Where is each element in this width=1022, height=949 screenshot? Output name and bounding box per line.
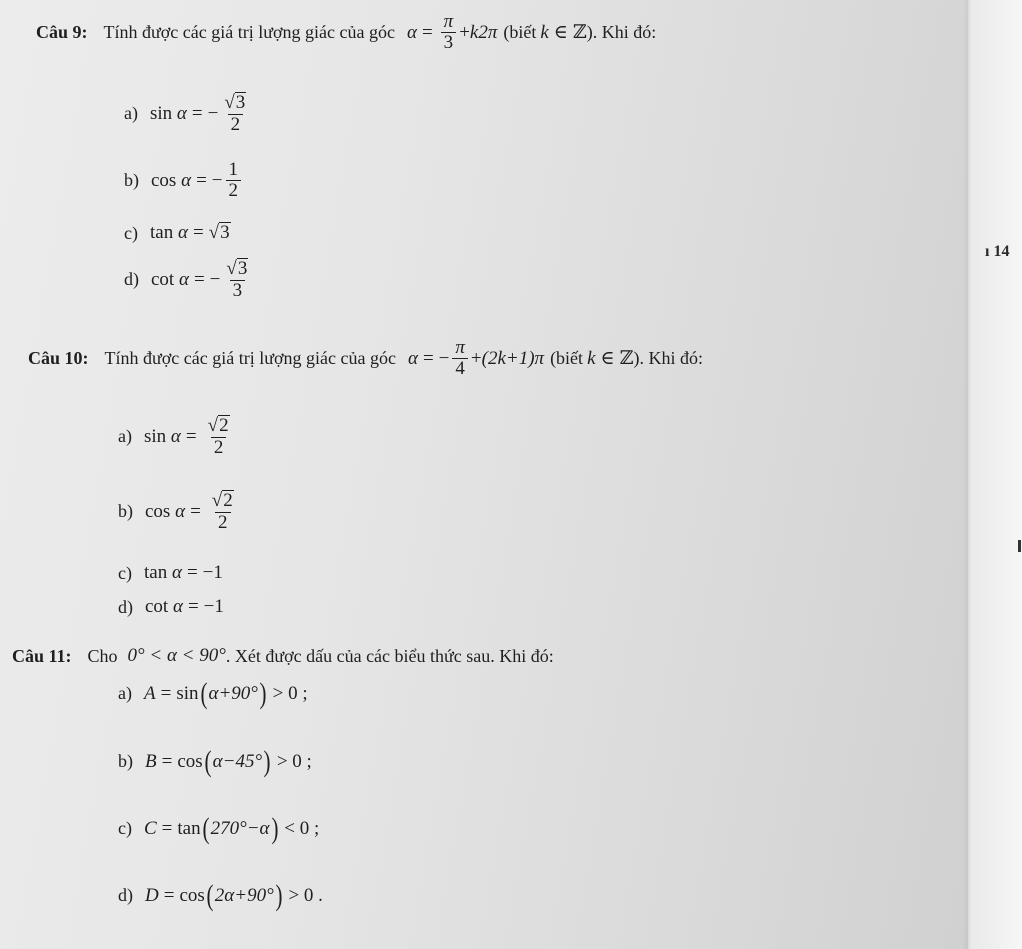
angle-formula: α = − $\frac{\pi}{4}$ + (2k+1)π	[407, 337, 545, 379]
q9-option-d: d) cot α = − √ 3 3	[124, 257, 248, 301]
q11-option-c: c) C = tan ( 270°−α ) < 0 ;	[118, 812, 320, 845]
condition-open: (biết	[550, 348, 584, 369]
question-10-stem	[28, 338, 703, 380]
question-text: Tính được các giá trị lượng giác của góc	[104, 348, 396, 369]
angle-range: 0° < α < 90°	[127, 645, 226, 666]
q9-option-c: c) tan α = √ 3	[124, 222, 230, 244]
q10-option-d: d) cot α = −1	[118, 596, 224, 617]
next-page-edge	[968, 0, 1022, 949]
question-label: Câu 11:	[12, 645, 72, 666]
q11-option-d: d) D = cos ( 2α+90° ) > 0 .	[118, 879, 323, 912]
q10-option-c: c) tan α = −1	[118, 562, 223, 583]
question-cho: Cho	[87, 645, 118, 666]
condition-close: ). Khi đó:	[586, 22, 657, 43]
angle-formula: α = $\frac{\pi}{3}$ + k2π	[406, 11, 498, 53]
question-9-stem	[36, 12, 656, 54]
q10-option-b: b) cos α = √ 2 2	[118, 489, 233, 533]
q11-option-a: a) A = sin ( α+90° ) > 0 ;	[118, 677, 308, 710]
integer-condition: k ∈ ℤ	[587, 347, 634, 370]
next-page-number: ı 14	[985, 243, 1010, 260]
q9-option-b: b) cos α = − $\frac{1}{2}$	[124, 160, 244, 202]
question-text: . Xét được dấu của các biểu thức sau. Khi đó:	[225, 645, 554, 666]
next-page-mark	[1018, 540, 1021, 552]
question-11-stem	[12, 645, 554, 667]
question-text: Tính được các giá trị lượng giác của góc	[103, 22, 395, 43]
q11-option-b: b) B = cos ( α−45° ) > 0 ;	[118, 745, 312, 778]
q9-option-a: a) sin α = − √ 3 2	[124, 91, 246, 135]
page-fold-shadow	[962, 0, 970, 949]
integer-condition: k ∈ ℤ	[540, 21, 587, 44]
condition-close: ). Khi đó:	[633, 348, 703, 369]
question-label: Câu 9:	[36, 22, 88, 43]
q10-option-a: a) sin α = √ 2 2	[118, 414, 229, 458]
condition-open: (biết	[503, 22, 537, 43]
question-label: Câu 10:	[28, 348, 89, 369]
